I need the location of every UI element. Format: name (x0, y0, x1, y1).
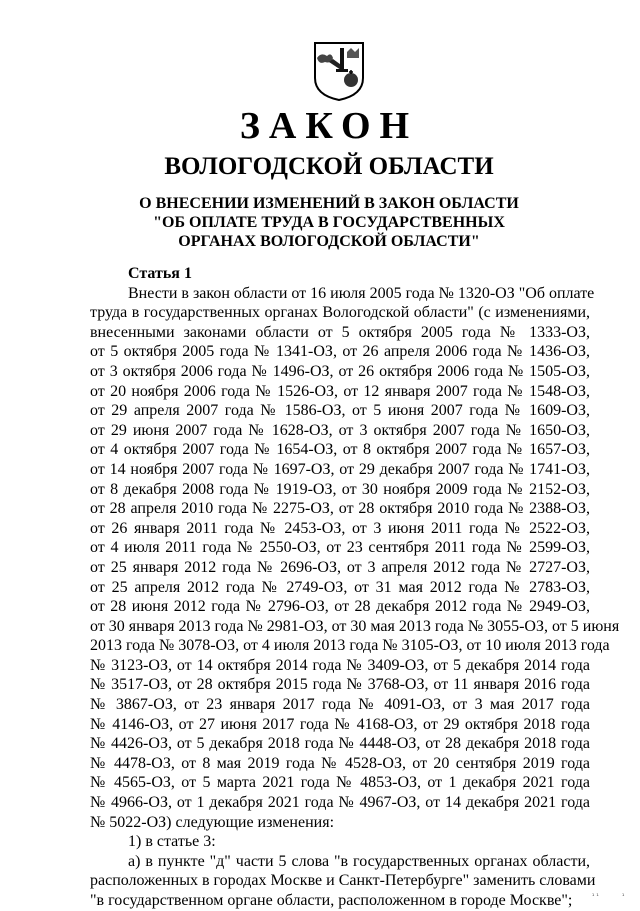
body-line: от 25 января 2012 года № 2696-ОЗ, от 3 апреля 2012 года № 2727-ОЗ, (90, 558, 590, 576)
coat-of-arms-emblem (311, 40, 367, 102)
subitem-line: расположенных в городах Москве и Санкт-Петербурге" заменить словами (90, 872, 596, 890)
body-line: № 4565-ОЗ, от 5 марта 2021 года № 4853-ОЗ, от 1 декабря 2021 года (90, 774, 590, 792)
body-line: Внести в закон области от 16 июля 2005 года № 1320-ОЗ "Об оплате (128, 284, 595, 302)
body-line: от 29 июня 2007 года № 1628-ОЗ, от 3 октября 2007 года № 1650-ОЗ, (90, 421, 590, 439)
body-line: от 28 апреля 2010 года № 2275-ОЗ, от 28 октября 2010 года № 2388-ОЗ, (90, 500, 590, 518)
law-heading (0, 194, 640, 251)
body-line: от 29 апреля 2007 года № 1586-ОЗ, от 5 июня 2007 года № 1609-ОЗ, (90, 402, 590, 420)
body-line: от 4 октября 2007 года № 1654-ОЗ, от 8 октября 2007 года № 1657-ОЗ, (90, 441, 590, 459)
body-line: от 26 января 2011 года № 2453-ОЗ, от 3 июня 2011 года № 2522-ОЗ, (90, 519, 590, 537)
body-line: внесенными законами области от 5 октября 2005 года № 1333-ОЗ, (90, 323, 590, 341)
body-line: от 14 ноября 2007 года № 1697-ОЗ, от 29 декабря 2007 года № 1741-ОЗ, (90, 460, 590, 478)
list-item: 1) в статье 3: (128, 833, 216, 851)
footer-mark: ¹ ¹ (592, 893, 599, 900)
body-line: № 4146-ОЗ, от 27 июня 2017 года № 4168-ОЗ, от 29 октября 2018 года (90, 715, 590, 733)
region-subtitle: ВОЛОГОДСКОЙ ОБЛАСТИ (164, 153, 494, 180)
heading-line: О ВНЕСЕНИИ ИЗМЕНЕНИЙ В ЗАКОН ОБЛАСТИ (139, 195, 519, 212)
body-line: от 20 ноября 2006 года № 1526-ОЗ, от 12 января 2007 года № 1548-ОЗ, (90, 382, 590, 400)
body-line: № 3867-ОЗ, от 23 января 2017 года № 4091-ОЗ, от 3 мая 2017 года (90, 696, 590, 714)
body-line: от 28 июня 2012 года № 2796-ОЗ, от 28 декабря 2012 года № 2949-ОЗ, (90, 598, 590, 616)
document-body (90, 264, 620, 911)
subitem-line: а) в пункте "д" части 5 слова "в государственных органах области, (128, 852, 590, 870)
law-title: ЗАКОН (239, 105, 419, 147)
body-line: от 5 октября 2005 года № 1341-ОЗ, от 26 апреля 2006 года № 1436-ОЗ, (90, 343, 590, 361)
body-line: труда в государственных органах Вологодской области" (с изменениями, (90, 304, 590, 322)
body-line: № 3517-ОЗ, от 28 октября 2015 года № 3768-ОЗ, от 11 января 2016 года (90, 676, 590, 694)
body-line: от 30 января 2013 года № 2981-ОЗ, от 30 мая 2013 года № 3055-ОЗ, от 5 июня (90, 617, 620, 635)
subitem-line: "в государственном органе области, расположенном в городе Москве"; (90, 892, 573, 909)
body-line: № 4426-ОЗ, от 5 декабря 2018 года № 4448-ОЗ, от 28 декабря 2018 года (90, 735, 590, 753)
article-title: Статья 1 (128, 265, 192, 282)
body-line: от 3 октября 2006 года № 1496-ОЗ, от 26 октября 2006 года № 1505-ОЗ, (90, 362, 590, 380)
body-line: № 4966-ОЗ, от 1 декабря 2021 года № 4967-ОЗ, от 14 декабря 2021 года (90, 794, 590, 812)
footer-mark: ¹ (622, 893, 625, 900)
heading-line: "ОБ ОПЛАТЕ ТРУДА В ГОСУДАРСТВЕННЫХ (153, 214, 505, 231)
body-line: от 4 июля 2011 года № 2550-ОЗ, от 23 сентября 2011 года № 2599-ОЗ, (90, 539, 590, 557)
body-line: 2013 года № 3078-ОЗ, от 4 июля 2013 года № 3105-ОЗ, от 10 июля 2013 года (90, 637, 610, 655)
body-line: от 25 апреля 2012 года № 2749-ОЗ, от 31 мая 2012 года № 2783-ОЗ, (90, 578, 590, 596)
body-line: № 3123-ОЗ, от 14 октября 2014 года № 3409-ОЗ, от 5 декабря 2014 года (90, 656, 590, 674)
body-line: № 4478-ОЗ, от 8 мая 2019 года № 4528-ОЗ, от 20 сентября 2019 года (90, 754, 590, 772)
heading-line: ОРГАНАХ ВОЛОГОДСКОЙ ОБЛАСТИ" (178, 233, 480, 250)
body-line: № 5022-ОЗ) следующие изменения: (90, 813, 335, 831)
body-line: от 8 декабря 2008 года № 1919-ОЗ, от 30 ноября 2009 года № 2152-ОЗ, (90, 480, 590, 498)
